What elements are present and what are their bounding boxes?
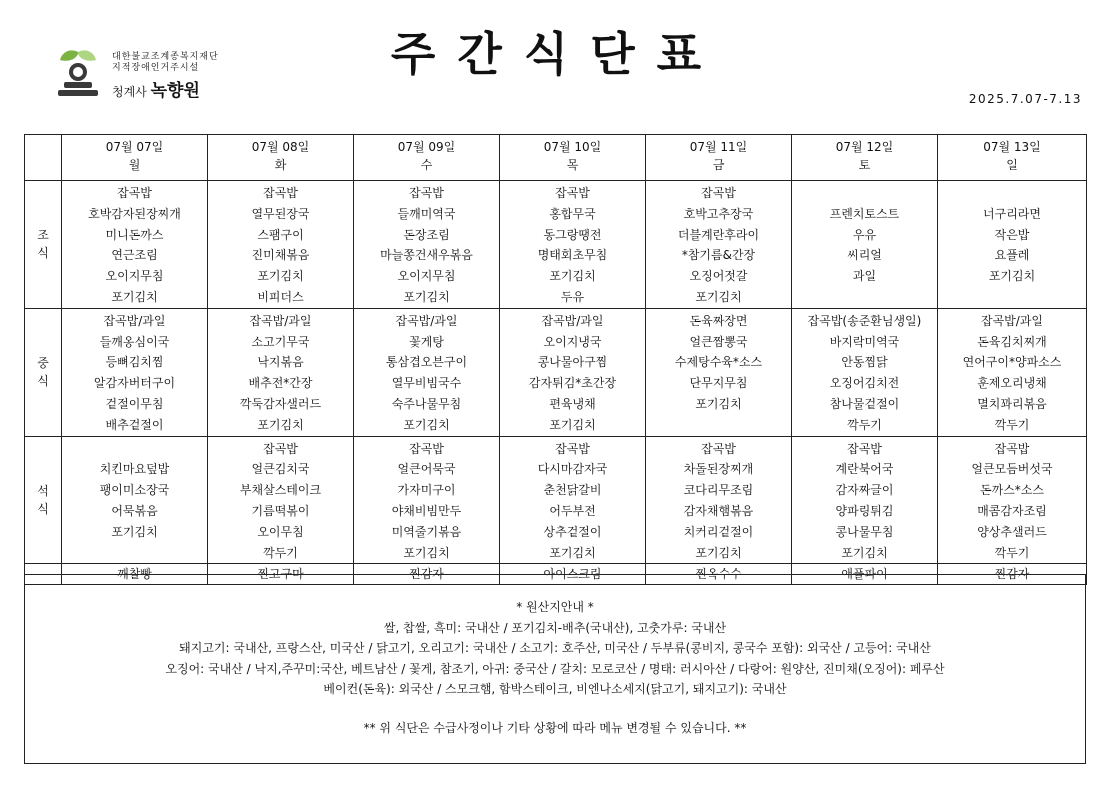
menu-item: 멸치꽈리볶음 xyxy=(977,396,1047,411)
menu-item: 포기김치 xyxy=(695,289,742,304)
origin-line: 쌀, 찹쌀, 흑미: 국내산 / 포기김치-배추(국내산), 고춧가루: 국내산 xyxy=(383,620,727,635)
menu-item: 포기김치 xyxy=(403,545,450,560)
menu-item: 잡곡밥 xyxy=(994,441,1030,456)
org-temple-name: 청계사 xyxy=(112,85,147,99)
menu-cell xyxy=(208,436,354,564)
menu-cell xyxy=(354,308,500,436)
menu-item: 얼큰김치국 xyxy=(251,462,310,477)
menu-item: 오이지무침 xyxy=(397,269,456,284)
menu-item: 안동찜닭 xyxy=(841,355,888,370)
menu-item xyxy=(62,439,207,460)
menu-item: 미역줄기볶음 xyxy=(391,524,462,539)
menu-item: 얼큰짬뽕국 xyxy=(689,334,748,349)
menu-item: 포기김치 xyxy=(403,289,450,304)
day-header-cell xyxy=(792,135,938,181)
menu-item: 마늘쫑건새우볶음 xyxy=(380,248,473,263)
day-weekday: 수 xyxy=(420,158,433,172)
snack-cell: 찐고구마 xyxy=(208,564,354,585)
menu-cell xyxy=(62,181,208,309)
menu-item: 돈육김치찌개 xyxy=(977,334,1047,349)
day-header-row xyxy=(25,135,1087,181)
menu-item: 작은밥 xyxy=(994,227,1030,242)
menu-item: 열무된장국 xyxy=(251,206,310,221)
menu-item: 알감자버터구이 xyxy=(93,376,176,391)
menu-item: 호박고추장국 xyxy=(683,206,754,221)
menu-item: 치킨마요덮밥 xyxy=(99,462,170,477)
menu-cell xyxy=(62,308,208,436)
menu-item: 배추전*간장 xyxy=(248,376,313,391)
menu-cell xyxy=(62,436,208,564)
menu-item: 깍두기 xyxy=(994,417,1030,432)
menu-item xyxy=(646,415,791,436)
day-header-cell xyxy=(354,135,500,181)
menu-item: 숙주나물무침 xyxy=(391,396,462,411)
day-header-cell xyxy=(208,135,354,181)
menu-item: 통삼겹오븐구이 xyxy=(385,355,468,370)
menu-cell xyxy=(938,181,1087,309)
menu-item: 스팸구이 xyxy=(257,227,304,242)
menu-item: 미니돈까스 xyxy=(105,227,164,242)
menu-item: 잡곡밥 xyxy=(701,441,736,456)
menu-item: 잡곡밥 xyxy=(117,186,152,200)
menu-item: 프렌치토스트 xyxy=(829,206,900,221)
menu-item: *참기름&간장 xyxy=(681,248,756,263)
menu-item: 얼큰어묵국 xyxy=(397,462,456,477)
menu-change-disclaimer: ** 위 식단은 수급사정이나 기타 상황에 따라 메뉴 변경될 수 있습니다. ** xyxy=(363,720,747,735)
day-date: 07월 09일 xyxy=(397,140,456,154)
day-header-cell xyxy=(62,135,208,181)
menu-item xyxy=(938,183,1086,204)
origin-line: 돼지고기: 국내산, 프랑스산, 미국산 / 닭고기, 오리고기: 국내산 / 소고기: 호주산, 미국산 / 두부류(콩비지, 콩국수 포함): 외국산 / 고등어: 국내산 xyxy=(179,641,931,655)
menu-cell xyxy=(646,436,792,564)
menu-item: 씨리얼 xyxy=(847,248,882,263)
menu-item: 잡곡밥 xyxy=(409,186,444,200)
day-date: 07월 13일 xyxy=(983,140,1041,154)
menu-cell xyxy=(938,308,1087,436)
menu-item: 비피더스 xyxy=(257,289,304,304)
menu-cell xyxy=(792,181,938,309)
menu-item: 잡곡밥 xyxy=(701,186,736,200)
snack-cell: 찐감자 xyxy=(938,564,1087,585)
menu-item: 돈장조림 xyxy=(403,227,450,242)
menu-item: 얼큰모듬버섯국 xyxy=(971,462,1053,477)
day-date: 07월 10일 xyxy=(543,140,602,154)
menu-item: 잡곡밥 xyxy=(555,441,590,456)
menu-item: 야채비빔만두 xyxy=(391,503,462,518)
menu-item: 포기김치 xyxy=(257,417,304,432)
menu-item: 상추겉절이 xyxy=(543,524,602,539)
day-weekday: 금 xyxy=(712,158,725,172)
menu-item: 돈육짜장면 xyxy=(689,313,748,328)
day-header-cell xyxy=(646,135,792,181)
origin-notes xyxy=(24,574,1086,764)
menu-cell xyxy=(646,308,792,436)
day-date: 07월 07일 xyxy=(105,140,164,154)
menu-item: 배추겉절이 xyxy=(105,417,164,432)
org-facility-name: 녹향원 xyxy=(150,81,200,101)
menu-item xyxy=(938,287,1086,308)
snack-cell: 깨찰빵 xyxy=(62,564,208,585)
meal-label: 석 식 xyxy=(25,436,62,564)
menu-item: 어두부전 xyxy=(549,503,596,518)
menu-item: 포기김치 xyxy=(111,289,158,304)
menu-item: 단무지무침 xyxy=(689,376,748,391)
menu-item: 동그랑땡전 xyxy=(543,227,602,242)
menu-item: 수제탕수육*소스 xyxy=(674,355,763,370)
menu-item: 돈까스*소스 xyxy=(980,483,1044,498)
menu-item: 잡곡밥 xyxy=(409,441,444,456)
menu-item: 치커리겉절이 xyxy=(683,524,754,539)
menu-item: 차돌된장찌개 xyxy=(683,462,754,477)
day-date: 07월 08일 xyxy=(251,140,310,154)
menu-item: 요플레 xyxy=(994,248,1030,263)
menu-cell xyxy=(938,436,1087,564)
date-range: 2025.7.07-7.13 xyxy=(968,92,1082,106)
menu-item: 감자짜글이 xyxy=(835,483,894,498)
menu-item: 부채살스테이크 xyxy=(239,483,322,498)
menu-item: 포기김치 xyxy=(549,417,596,432)
day-weekday: 토 xyxy=(858,158,871,172)
menu-item: 가자미구이 xyxy=(397,483,456,498)
menu-item: 너구리라면 xyxy=(983,206,1041,221)
menu-cell xyxy=(500,308,646,436)
menu-item: 잡곡밥 xyxy=(263,186,298,200)
menu-item: 포기김치 xyxy=(403,417,450,432)
menu-item: 더블계란후라이 xyxy=(677,227,760,242)
menu-item: 오이지냉국 xyxy=(543,334,602,349)
menu-item: 감자튀김*초간장 xyxy=(528,376,617,391)
menu-item: 팽이미소장국 xyxy=(99,483,170,498)
menu-item: 양상추샐러드 xyxy=(977,524,1047,539)
menu-item: 잡곡밥 xyxy=(263,441,298,456)
snack-cell: 아이스크림 xyxy=(500,564,646,585)
lotus-logo-icon xyxy=(48,46,108,102)
organization-logo xyxy=(48,46,238,102)
menu-item xyxy=(792,287,937,308)
menu-item: 명태회초무침 xyxy=(537,248,608,263)
menu-item: 매콤감자조림 xyxy=(977,503,1047,518)
menu-item: 잡곡밥/과일 xyxy=(395,313,458,328)
menu-item: 연근조림 xyxy=(111,248,158,263)
menu-item: 깍두기 xyxy=(263,545,298,560)
org-facility-type: 지적장애인거주시설 xyxy=(112,63,200,73)
menu-item: 우유 xyxy=(852,227,877,242)
menu-item: 포기김치 xyxy=(695,396,742,411)
menu-item: 다시마감자국 xyxy=(537,462,608,477)
menu-item xyxy=(62,543,207,564)
menu-item xyxy=(792,183,937,204)
menu-item: 들깨미역국 xyxy=(397,206,456,221)
day-header-cell xyxy=(500,135,646,181)
menu-item: 잡곡밥/과일 xyxy=(541,313,604,328)
snack-cell: 찐옥수수 xyxy=(646,564,792,585)
menu-item: 잡곡밥/과일 xyxy=(103,313,166,328)
menu-item: 어묵볶음 xyxy=(111,503,158,518)
menu-item: 등뼈김치찜 xyxy=(105,355,164,370)
menu-item: 오이무침 xyxy=(257,524,304,539)
meal-label: 중 식 xyxy=(25,308,62,436)
menu-item: 잡곡밥/과일 xyxy=(980,313,1043,328)
menu-item: 잡곡밥(송준환님생일) xyxy=(807,313,922,328)
menu-item: 들깨옹심이국 xyxy=(99,334,170,349)
menu-item: 콩나물무침 xyxy=(835,524,894,539)
menu-cell xyxy=(500,436,646,564)
day-weekday: 월 xyxy=(128,158,141,172)
org-foundation-name: 대한불교조계종복지재단 xyxy=(112,52,219,62)
menu-item: 오징어김치전 xyxy=(829,376,900,391)
menu-item: 코다리무조림 xyxy=(683,483,754,498)
meal-row xyxy=(25,181,1087,309)
menu-cell xyxy=(646,181,792,309)
menu-item: 바지락미역국 xyxy=(829,334,900,349)
menu-cell xyxy=(208,308,354,436)
menu-cell xyxy=(792,436,938,564)
menu-item: 콩나물아구찜 xyxy=(537,355,608,370)
day-date: 07월 11일 xyxy=(689,140,748,154)
menu-item: 두유 xyxy=(560,289,585,304)
menu-item: 기름떡볶이 xyxy=(251,503,310,518)
menu-item: 포기김치 xyxy=(695,545,742,560)
menu-item: 겉절이무침 xyxy=(105,396,164,411)
menu-cell xyxy=(792,308,938,436)
menu-item: 훈제오리냉채 xyxy=(977,376,1047,391)
day-weekday: 목 xyxy=(566,158,579,172)
menu-item: 춘천닭갈비 xyxy=(543,483,602,498)
menu-item: 편육냉채 xyxy=(549,396,596,411)
menu-item: 깍둑감자샐러드 xyxy=(239,396,322,411)
menu-item: 오징어젓갈 xyxy=(689,269,748,284)
menu-cell xyxy=(354,436,500,564)
day-header-cell xyxy=(938,135,1087,181)
menu-item: 과일 xyxy=(852,269,877,284)
menu-item: 포기김치 xyxy=(111,524,158,539)
menu-item: 오이지무침 xyxy=(105,269,164,284)
menu-item: 꽃게탕 xyxy=(409,334,444,349)
menu-item: 소고기무국 xyxy=(251,334,310,349)
menu-cell xyxy=(354,181,500,309)
menu-item: 포기김치 xyxy=(549,545,596,560)
meal-row xyxy=(25,308,1087,436)
snack-cell: 찐감자 xyxy=(354,564,500,585)
menu-item: 잡곡밥 xyxy=(555,186,590,200)
menu-item: 연어구이*양파소스 xyxy=(962,355,1062,370)
meal-label: 조 식 xyxy=(25,181,62,309)
origin-line: 베이컨(돈육): 외국산 / 스모크햄, 함박스테이크, 비엔나소세지(닭고기, 돼지고기): 국내산 xyxy=(323,682,787,696)
menu-item: 포기김치 xyxy=(841,545,888,560)
menu-cell xyxy=(500,181,646,309)
origin-heading: * 원산지안내 * xyxy=(516,600,594,614)
menu-item: 잡곡밥/과일 xyxy=(249,313,312,328)
menu-item: 잡곡밥 xyxy=(847,441,882,456)
day-weekday: 화 xyxy=(274,158,287,172)
corner-cell xyxy=(25,135,62,181)
day-date: 07월 12일 xyxy=(835,140,894,154)
menu-item: 감자채햄볶음 xyxy=(683,503,754,518)
origin-line: 오징어: 국내산 / 낙지,주꾸미:국산, 베트남산 / 꽃게, 참조기, 아귀: 중국산 / 갈치: 모로코산 / 명태: 러시아산 / 다랑어: 원양산, 진미채(오징어): 페루산 xyxy=(165,661,945,676)
menu-item: 깍두기 xyxy=(994,545,1030,560)
meal-row xyxy=(25,436,1087,564)
menu-item: 참나물겉절이 xyxy=(829,396,900,411)
day-weekday: 일 xyxy=(1006,158,1018,172)
menu-item: 진미채볶음 xyxy=(251,248,310,263)
menu-item: 호박감자된장찌개 xyxy=(88,206,181,221)
menu-item: 열무비빔국수 xyxy=(391,376,462,391)
menu-item: 양파링튀김 xyxy=(835,503,894,518)
menu-item: 홍합무국 xyxy=(549,206,596,221)
menu-item: 낙지볶음 xyxy=(257,355,304,370)
menu-cell xyxy=(208,181,354,309)
menu-item: 포기김치 xyxy=(257,269,304,284)
menu-item: 깍두기 xyxy=(847,417,882,432)
snack-cell: 애플파이 xyxy=(792,564,938,585)
weekly-menu-table xyxy=(24,134,1087,585)
page-title: 주간식단표 xyxy=(390,27,724,81)
menu-item: 포기김치 xyxy=(549,269,596,284)
menu-item: 계란북어국 xyxy=(835,462,894,477)
menu-item: 포기김치 xyxy=(988,269,1036,284)
